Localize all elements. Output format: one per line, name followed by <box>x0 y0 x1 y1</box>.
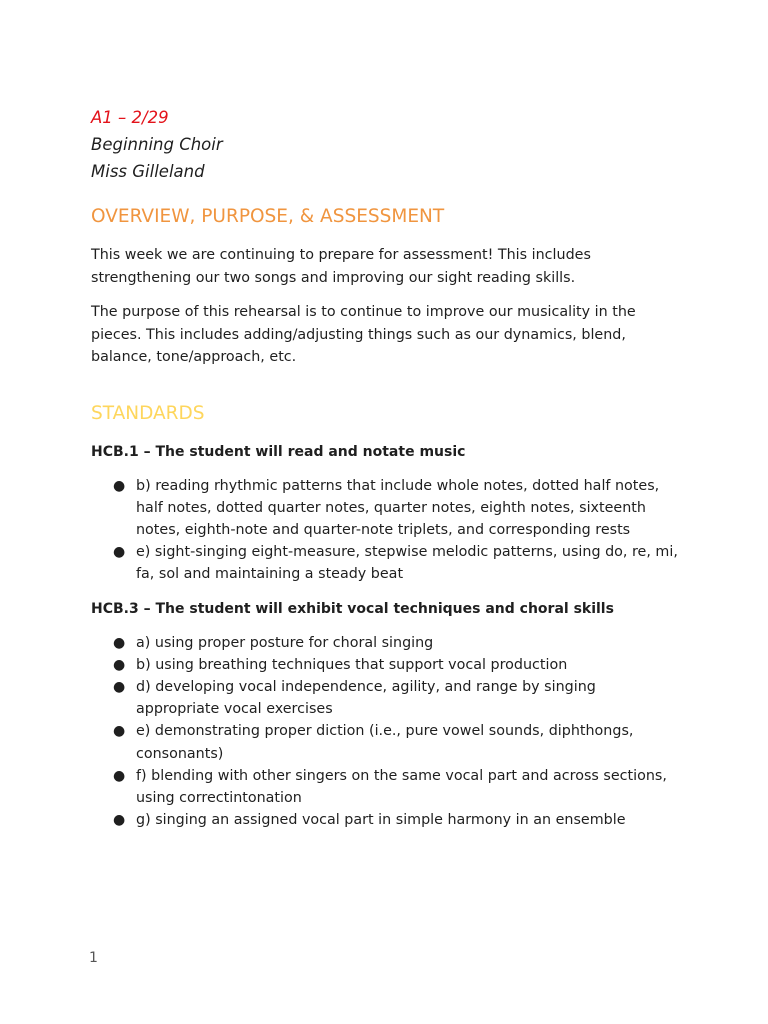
standards-heading: STANDARDS <box>91 402 205 424</box>
list-item-text: e) sight-singing eight-measure, stepwise melodic patterns, using do, re, mi, fa, sol and maintaining a steady beat <box>136 544 678 583</box>
overview-heading: OVERVIEW, PURPOSE, & ASSESSMENT <box>91 206 445 227</box>
bullet-icon: ● <box>113 634 126 651</box>
class-name: Beginning Choir <box>91 135 223 154</box>
list-item-text: b) reading rhythmic patterns that include whole notes, dotted half notes, half notes, dotted quarter notes, quarter notes, eighth notes, sixteenth notes, eighth-note and quarter-note triplets, and corresponding rests <box>136 477 660 538</box>
standard-list-hcb1 <box>91 475 681 586</box>
bullet-icon: ● <box>113 477 126 494</box>
list-item <box>91 765 681 809</box>
standard-list-hcb3 <box>91 632 681 832</box>
lesson-code: A1 – 2/29 <box>91 108 169 127</box>
overview-paragraph-1: This week we are continuing to prepare for assessment! This includes strengthening our two songs and improving our sight reading skills. <box>91 247 591 286</box>
list-item <box>91 720 681 764</box>
list-item <box>91 809 681 831</box>
standard-heading-hcb3: HCB.3 – The student will exhibit vocal techniques and choral skills <box>91 600 614 617</box>
list-item <box>91 654 681 676</box>
standard-heading-hcb1: HCB.1 – The student will read and notate music <box>91 443 466 460</box>
document-page <box>91 104 681 831</box>
teacher-name: Miss Gilleland <box>91 162 205 181</box>
list-item <box>91 676 681 720</box>
list-item <box>91 475 681 542</box>
bullet-icon: ● <box>113 544 126 561</box>
bullet-icon: ● <box>113 767 126 784</box>
list-item <box>91 632 681 654</box>
list-item-text: f) blending with other singers on the same vocal part and across sections, using correctintonation <box>136 767 667 806</box>
bullet-icon: ● <box>113 678 126 695</box>
bullet-icon: ● <box>113 812 126 829</box>
bullet-icon: ● <box>113 723 126 740</box>
list-item-text: g) singing an assigned vocal part in simple harmony in an ensemble <box>136 812 626 829</box>
list-item-text: d) developing vocal independence, agility, and range by singing appropriate vocal exercises <box>136 678 596 718</box>
page-number: 1 <box>89 950 98 966</box>
list-item-text: a) using proper posture for choral singing <box>136 634 434 651</box>
list-item-text: e) demonstrating proper diction (i.e., pure vowel sounds, diphthongs, consonants) <box>136 723 634 762</box>
overview-paragraph-2: The purpose of this rehearsal is to continue to improve our musicality in the pieces. This includes adding/adjusting things such as our dynamics, blend, balance, tone/approach, etc. <box>91 304 636 365</box>
list-item-text: b) using breathing techniques that support vocal production <box>136 656 568 673</box>
bullet-icon: ● <box>113 656 126 673</box>
list-item <box>91 541 681 585</box>
